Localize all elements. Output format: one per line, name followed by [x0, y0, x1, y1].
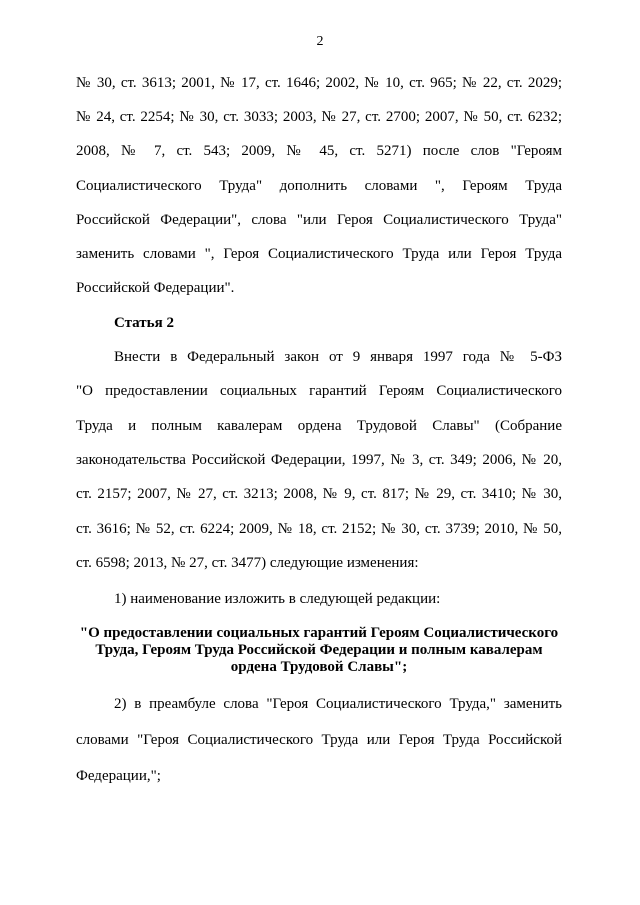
text-line: Внести в Федеральный закон от 9 января 1997 года № 5-ФЗ: [114, 349, 562, 365]
text-line: Российской Федерации", слова "или Героя Социалистического Труда": [76, 212, 562, 228]
list-item-2: 2) в преамбуле слова "Героя Социалистического Труда," заменить: [114, 696, 562, 712]
text-line: заменить словами ", Героя Социалистического Труда или Героя Труда: [76, 246, 562, 262]
text-line: законодательства Российской Федерации, 1997, № 3, ст. 349; 2006, № 20,: [76, 452, 562, 468]
text-line: 2008, № 7, ст. 543; 2009, № 45, ст. 5271) после слов "Героям: [76, 143, 562, 159]
bold-title-block: [76, 625, 562, 676]
list-item-1: 1) наименование изложить в следующей редакции:: [114, 591, 441, 607]
text-line: "О предоставлении социальных гарантий Героям Социалистического: [76, 383, 562, 399]
page-number: 2: [316, 34, 324, 49]
text-line: № 24, ст. 2254; № 30, ст. 3033; 2003, № 27, ст. 2700; 2007, № 50, ст. 6232;: [76, 109, 562, 125]
bold-title-line: "О предоставлении социальных гарантий Героям Социалистического: [79, 625, 559, 641]
text-line: Социалистического Труда" дополнить словами ", Героям Труда: [76, 178, 562, 194]
bold-title-line: Труда, Героям Труда Российской Федерации и полным кавалерам: [95, 642, 543, 658]
text-line: Российской Федерации".: [76, 280, 235, 296]
text-line: Федерации,";: [76, 768, 161, 784]
text-line: ст. 2157; 2007, № 27, ст. 3213; 2008, № 9, ст. 817; № 29, ст. 3410; № 30,: [76, 486, 562, 502]
text-line: словами "Героя Социалистического Труда или Героя Труда Российской: [76, 732, 562, 748]
bold-title-line: ордена Трудовой Славы";: [230, 659, 408, 675]
article-heading: Статья 2: [114, 315, 174, 331]
text-line: ст. 3616; № 52, ст. 6224; 2009, № 18, ст. 2152; № 30, ст. 3739; 2010, № 50,: [76, 521, 562, 537]
text-line: ст. 6598; 2013, № 27, ст. 3477) следующие изменения:: [76, 555, 419, 571]
text-line: № 30, ст. 3613; 2001, № 17, ст. 1646; 2002, № 10, ст. 965; № 22, ст. 2029;: [76, 75, 562, 91]
text-line: Труда и полным кавалерам ордена Трудовой Славы" (Собрание: [76, 418, 562, 434]
